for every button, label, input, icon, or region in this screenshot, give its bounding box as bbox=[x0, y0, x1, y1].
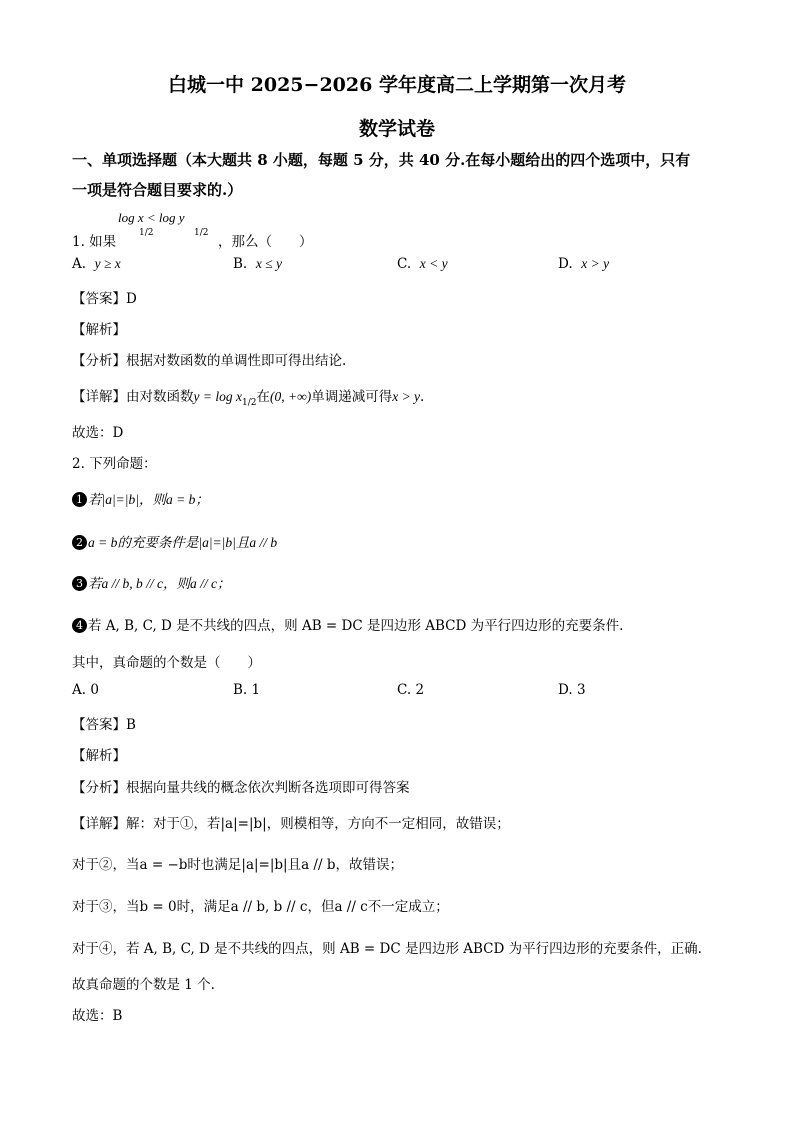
circled-4-icon: 4 bbox=[72, 618, 87, 633]
q1-condition: log x < log y bbox=[118, 210, 185, 225]
q2-proposition-4: 4 若 A, B, C, D 是不共线的四点，则 AB = DC 是四边形 ABCD 为平行四边形的充要条件. bbox=[72, 614, 623, 634]
q2-option-b: B. 1 bbox=[233, 682, 261, 698]
q1-detail: 【详解】由对数函数$y = \log x_{1/2}$在(0, +∞)单调递减可得x > y. bbox=[72, 389, 425, 408]
circled-2-icon: 2 bbox=[72, 535, 87, 550]
section-heading-line1: 一、单项选择题（本大题共 8 小题，每题 5 分，共 40 分.在每小题给出的四个选项中，只有 bbox=[72, 151, 691, 169]
q1-log-base-1: 1/2 bbox=[139, 228, 154, 238]
q1-log-base-2: 1/2 bbox=[194, 228, 209, 238]
q2-proposition-1: 1 若|a|=|b|，则a = b； bbox=[72, 488, 209, 508]
q2-proposition-2: 2 a = b的充要条件是|a|=|b|且a // b bbox=[72, 531, 277, 551]
q2-analysis-heading: 【解析】 bbox=[72, 748, 126, 764]
q2-detail-3: 对于③，当b = 0时，满足a // b, b // c，但a // c不一定成立； bbox=[72, 899, 449, 915]
circled-1-icon: 1 bbox=[72, 492, 87, 507]
q1-option-c: C. x < y bbox=[397, 256, 448, 272]
exam-subtitle: 数学试卷 bbox=[358, 118, 435, 140]
q1-answer: 【答案】D bbox=[72, 291, 137, 307]
q2-option-c: C. 2 bbox=[397, 682, 425, 698]
exam-title: 白城一中 2025−2026 学年度高二上学期第一次月考 bbox=[168, 74, 626, 96]
q2-choose: 故选：B bbox=[72, 1008, 123, 1024]
q2-answer: 【答案】B bbox=[72, 717, 136, 733]
q2-detail-1: 【详解】解：对于①，若|a|=|b|，则模相等，方向不一定相同，故错误； bbox=[72, 816, 510, 832]
q2-option-a: A. 0 bbox=[72, 682, 99, 698]
circled-3-icon: 3 bbox=[72, 576, 87, 591]
q1-choose: 故选：D bbox=[72, 425, 124, 441]
q1-stem-prefix: 1. 如果 bbox=[72, 234, 117, 250]
q2-question: 其中，真命题的个数是（ ） bbox=[72, 655, 261, 671]
section-heading-line2: 一项是符合题目要求的.） bbox=[72, 181, 243, 199]
q2-option-d: D. 3 bbox=[558, 682, 586, 698]
q2-detail-2: 对于②，当a = −b时也满足|a|=|b|且a // b，故错误； bbox=[72, 857, 403, 873]
q1-stem-suffix: ，那么（ ） bbox=[218, 234, 313, 250]
q2-count: 故真命题的个数是 1 个. bbox=[72, 977, 215, 993]
q2-proposition-3: 3 若a // b, b // c，则a // c； bbox=[72, 572, 231, 592]
q2-detail-4: 对于④，若 A, B, C, D 是不共线的四点，则 AB = DC 是四边形 ABCD 为平行四边形的充要条件，正确. bbox=[72, 941, 702, 957]
q1-option-a: A. y ≥ x bbox=[72, 256, 121, 272]
q1-analysis-heading: 【解析】 bbox=[72, 322, 126, 338]
q1-option-d: D. x > y bbox=[558, 256, 610, 272]
q1-option-b: B. x ≤ y bbox=[233, 256, 282, 272]
q1-analysis: 【分析】根据对数函数的单调性即可得出结论. bbox=[72, 353, 347, 369]
q2-analysis: 【分析】根据向量共线的概念依次判断各选项即可得答案 bbox=[72, 780, 410, 796]
q2-stem: 2. 下列命题： bbox=[72, 456, 157, 472]
